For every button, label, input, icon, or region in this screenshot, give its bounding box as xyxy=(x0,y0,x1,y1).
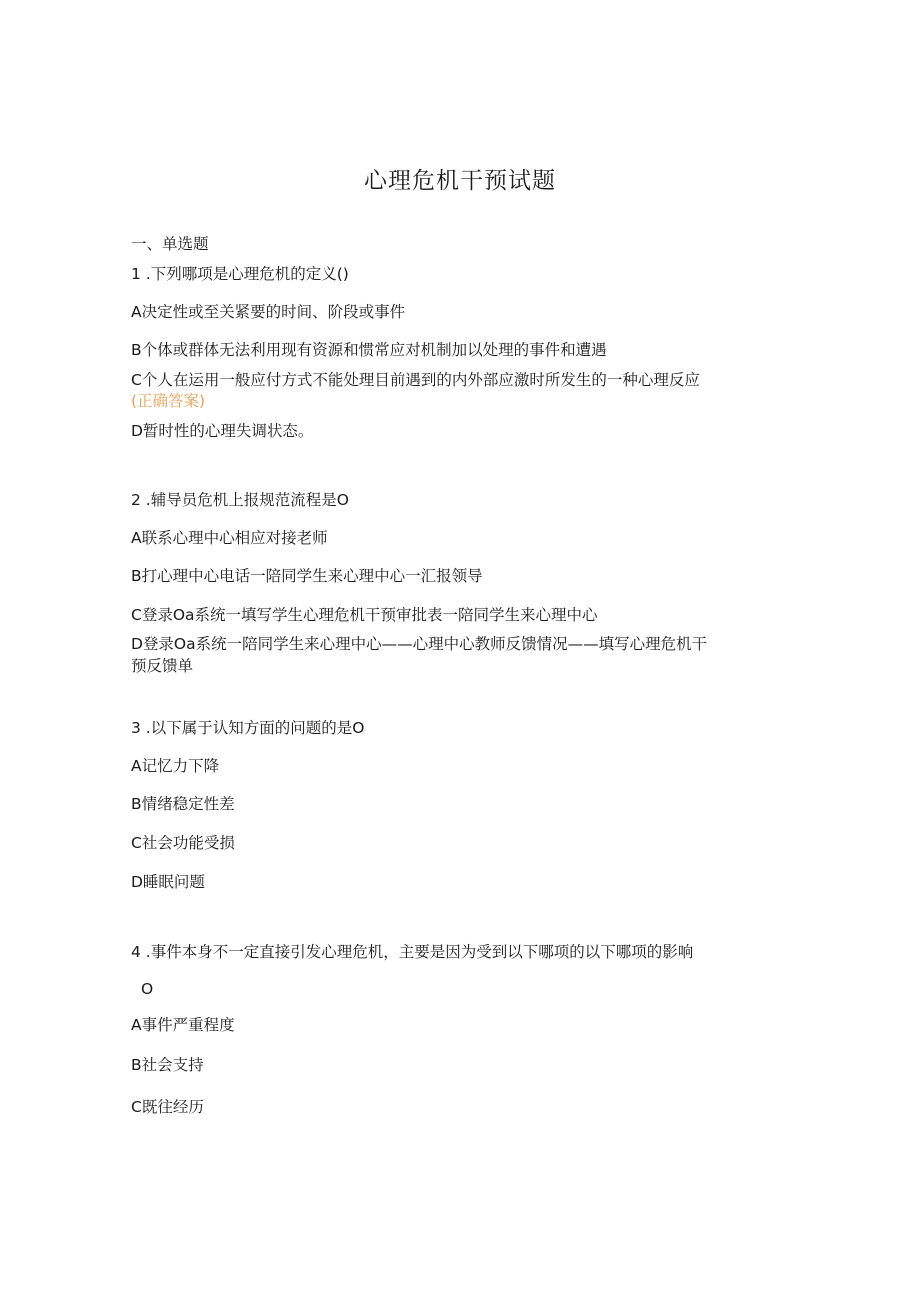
question-1-option-d: D暂时性的心理失调状态。 xyxy=(131,422,314,440)
question-3-option-c: C社会功能受损 xyxy=(131,834,235,852)
question-2-option-c: C登录Oa系统一填写学生心理危机干预审批表一陪同学生来心理中心 xyxy=(131,606,598,624)
question-3-option-b: B情绪稳定性差 xyxy=(131,795,235,813)
question-1-option-a: A决定性或至关紧要的时间、阶段或事件 xyxy=(131,303,406,321)
section-heading: 一、单选题 xyxy=(131,235,209,253)
question-4-option-a: A事件严重程度 xyxy=(131,1016,235,1034)
question-4-option-b: B社会支持 xyxy=(131,1056,204,1074)
question-4-stem: 4 .事件本身不一定直接引发心理危机，主要是因为受到以下哪项的以下哪项的影响 xyxy=(131,943,694,961)
question-3-stem: 3 .以下属于认知方面的问题的是O xyxy=(131,719,365,737)
question-1-stem: 1 .下列哪项是心理危机的定义() xyxy=(131,265,349,283)
question-4-stem-cont: O xyxy=(141,980,154,998)
question-2-option-d: D登录Oa系统一陪同学生来心理中心——心理中心教师反馈情况——填写心理危机干 xyxy=(131,635,708,653)
question-2-option-b: B打心理中心电话一陪同学生来心理中心一汇报领导 xyxy=(131,567,483,585)
question-1-answer-note: (正确答案) xyxy=(131,392,206,410)
question-2-option-d-cont: 预反馈单 xyxy=(131,657,194,675)
question-4-option-c: C既往经历 xyxy=(131,1098,204,1116)
question-3-option-d: D睡眠问题 xyxy=(131,873,205,891)
question-2-option-a: A联系心理中心相应对接老师 xyxy=(131,529,328,547)
question-2-stem: 2 .辅导员危机上报规范流程是O xyxy=(131,491,349,509)
page-title: 心理危机干预试题 xyxy=(364,168,556,194)
question-1-option-c: C个人在运用一般应付方式不能处理目前遇到的内外部应激时所发生的一种心理反应 xyxy=(131,371,700,389)
question-3-option-a: A记忆力下降 xyxy=(131,757,220,775)
question-1-option-b: B个体或群体无法利用现有资源和惯常应对机制加以处理的事件和遭遇 xyxy=(131,341,607,359)
